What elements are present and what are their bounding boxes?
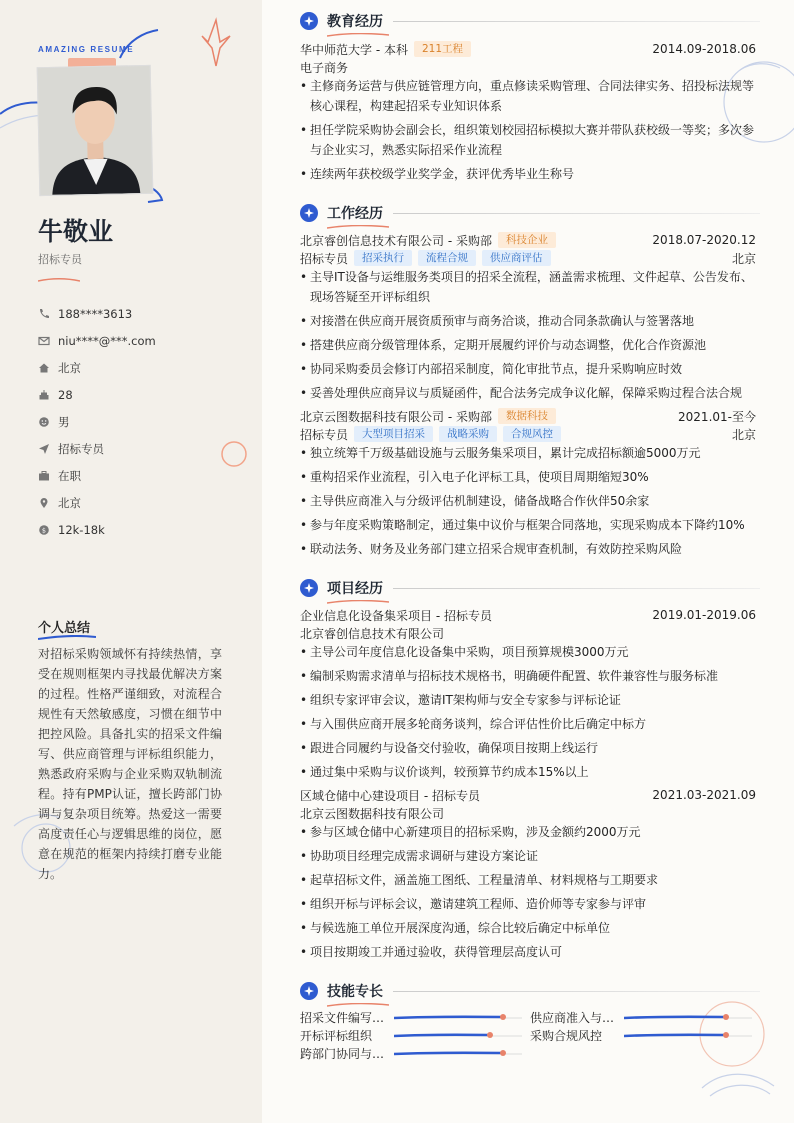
name-underline [38, 278, 80, 282]
phone-icon [38, 308, 50, 320]
section-divider [393, 588, 760, 589]
job-role-row [300, 425, 756, 443]
bullet-item: • 编制采购需求清单与招标技术规格书，明确硬件配置、软件兼容性与服务标准 [300, 666, 756, 686]
project-company: 北京云图数据科技有限公司 [300, 806, 445, 821]
skill-tag: 大型项目招采 [354, 426, 433, 442]
bullet-dot: • [300, 518, 308, 532]
summary-text: 对招标采购领域怀有持续热情，享受在规则框架内寻找最优解决方案的过程。性格严谨细致，对流程合规性有天然敏感度，习惯在细节中把控风险。具备扎实的招采文件编写、供应商管理与评标组织能力，熟悉政府采购与企业采购双轨制流程。持有PMP认证，擅长跨部门协调与复杂项目统筹。热爱这一需要高度责任心与逻辑思维的岗位，愿意在规范的框架内持续打磨专业能力。 [38, 647, 222, 881]
bullet-dot: • [300, 494, 308, 508]
contact-item [38, 354, 156, 381]
bullet-item: • 对接潜在供应商开展资质预审与商务洽谈，推动合同条款确认与签署落地 [300, 311, 756, 331]
contact-text: 招标专员 [58, 441, 104, 456]
bullet-item: • 搭建供应商分级管理体系，定期开展履约评价与动态调整，优化合作资源池 [300, 335, 756, 355]
company-name: 北京云图数据科技有限公司 - 采购部 [300, 409, 492, 424]
skill-bar [394, 1030, 526, 1042]
bullet-dot: • [300, 921, 308, 935]
bullet-dot: • [300, 167, 308, 181]
bullet-item: • 协助项目经理完成需求调研与建设方案论证 [300, 846, 756, 866]
job-role-row [300, 249, 756, 267]
education-header [300, 40, 756, 58]
skill-tag: 招采执行 [354, 250, 412, 266]
company-tag: 科技企业 [498, 232, 556, 248]
contact-item [38, 462, 156, 489]
bullet-dot: • [300, 717, 308, 731]
bullet-item: • 项目按期竣工并通过验收，获得管理层高度认可 [300, 942, 756, 962]
skill-name: 招采文件编写… [300, 1011, 385, 1025]
skill-item [300, 1045, 526, 1062]
skill-name: 开标评标组织 [300, 1029, 373, 1043]
bullet-dot: • [300, 669, 308, 683]
contact-text: 188****3613 [58, 306, 133, 321]
section-star-icon [300, 982, 318, 1000]
bullet-item: • 参与年度采购策略制定，通过集中议价与框架合同落地，实现采购成本下降约10% [300, 515, 756, 535]
project-header [300, 786, 756, 804]
skill-name: 供应商准入与… [530, 1011, 615, 1025]
avatar [37, 65, 154, 196]
money-icon [38, 524, 50, 536]
svg-text:$: $ [41, 525, 47, 534]
sidebar [0, 0, 262, 1123]
bullet-dot: • [300, 825, 308, 839]
section-title: 教育经历 [327, 11, 383, 31]
section-work [300, 201, 760, 225]
briefcase-icon [38, 470, 50, 482]
location-icon [38, 497, 50, 509]
contact-item [38, 327, 156, 354]
bullet-item: • 主导供应商准入与分级评估机制建设，储备战略合作伙伴50余家 [300, 491, 756, 511]
skill-tag: 供应商评估 [482, 250, 551, 266]
section-title: 技能专长 [327, 981, 383, 1001]
bullet-item: • 通过集中采购与议价谈判，较预算节约成本15%以上 [300, 762, 756, 782]
contact-text: 北京 [58, 495, 81, 510]
contact-item [38, 381, 156, 408]
skill-bar [624, 1030, 756, 1042]
section-education [300, 9, 760, 33]
job-role: 招标专员 [300, 251, 349, 266]
section-star-icon [300, 12, 318, 30]
job-role: 招标专员 [300, 427, 349, 442]
bullet-item: • 连续两年获校级学业奖学金，获评优秀毕业生称号 [300, 164, 756, 184]
row-right: 2019.01-2019.06 [652, 608, 756, 622]
skill-bar [394, 1048, 526, 1060]
bullet-item: • 与候选施工单位开展深度沟通，综合比较后确定中标单位 [300, 918, 756, 938]
school-name: 华中师范大学 - 本科 [300, 42, 408, 57]
bullet-dot: • [300, 765, 308, 779]
row-right: 北京 [731, 427, 756, 442]
bullet-dot: • [300, 542, 308, 556]
bullet-dot: • [300, 386, 308, 400]
bullet-item: • 跟进合同履约与设备交付验收，确保项目按期上线运行 [300, 738, 756, 758]
bullet-item: • 主导公司年度信息化设备集中采购，项目预算规模3000万元 [300, 642, 756, 662]
bullet-dot: • [300, 873, 308, 887]
skill-tag: 合规风控 [503, 426, 561, 442]
company-tag: 数据科技 [498, 408, 556, 424]
section-skills [300, 979, 760, 1003]
row-right: 2014.09-2018.06 [652, 42, 756, 56]
school-tag: 211工程 [414, 41, 471, 57]
bullet-item: • 参与区域仓储中心新建项目的招标采购，涉及金额约2000万元 [300, 822, 756, 842]
skill-name: 跨部门协同与… [300, 1047, 385, 1061]
bullet-dot: • [300, 741, 308, 755]
skill-bar [624, 1012, 756, 1024]
contact-item [38, 300, 156, 327]
bullet-item: • 担任学院采购协会副会长，组织策划校园招标模拟大赛并带队获校级一等奖；多次参与企业实习，熟悉实际招采作业流程 [300, 120, 756, 160]
section-title: 工作经历 [327, 203, 383, 223]
send-icon [38, 443, 50, 455]
candidate-job: 招标专员 [38, 253, 82, 266]
bullet-item: • 主导IT设备与运维服务类项目的招采全流程，涵盖需求梳理、文件起草、公告发布、现场答疑至开评标组织 [300, 267, 756, 307]
row-right: 2018.07-2020.12 [652, 233, 756, 247]
section-projects [300, 576, 760, 600]
bullet-dot: • [300, 314, 308, 328]
project-header [300, 606, 756, 624]
skill-item [530, 1009, 756, 1026]
skill-tag: 流程合规 [418, 250, 476, 266]
job-header [300, 231, 756, 249]
bullet-dot: • [300, 470, 308, 484]
skill-item [300, 1009, 526, 1026]
contact-item [38, 435, 156, 462]
bullet-dot: • [300, 897, 308, 911]
cake-icon [38, 389, 50, 401]
skill-tag: 战略采购 [439, 426, 497, 442]
row-right: 2021.03-2021.09 [652, 788, 756, 802]
contact-text: 北京 [58, 360, 81, 375]
contact-item [38, 408, 156, 435]
contact-text: 28 [58, 387, 73, 402]
project-company: 北京睿创信息技术有限公司 [300, 626, 445, 641]
bullet-item: • 重构招采作业流程，引入电子化评标工具，使项目周期缩短30% [300, 467, 756, 487]
section-divider [393, 213, 760, 214]
bullet-dot: • [300, 123, 308, 137]
avatar-image [38, 66, 153, 195]
company-name: 北京睿创信息技术有限公司 - 采购部 [300, 233, 492, 248]
bullet-item: • 妥善处理供应商异议与质疑函件，配合法务完成争议化解，保障采购过程合法合规 [300, 383, 756, 403]
bullet-dot: • [300, 338, 308, 352]
section-divider [393, 21, 760, 22]
contact-text: 在职 [58, 468, 81, 483]
bullet-item: • 联动法务、财务及业务部门建立招采合规审查机制，有效防控采购风险 [300, 539, 756, 559]
contact-text: 男 [58, 414, 70, 429]
contact-text: niu****@***.com [58, 333, 156, 348]
summary-title: 个人总结 [38, 621, 91, 636]
home-icon [38, 362, 50, 374]
bullet-dot: • [300, 270, 308, 284]
skill-bar [394, 1012, 526, 1024]
bullet-item: • 主修商务运营与供应链管理方向，重点修读采购管理、合同法律实务、招投标法规等核心课程，构建起招采专业知识体系 [300, 76, 756, 116]
section-star-icon [300, 204, 318, 222]
contact-item [38, 489, 156, 516]
bullet-dot: • [300, 79, 308, 93]
section-title: 项目经历 [327, 578, 383, 598]
contact-item [38, 516, 156, 543]
amazing-resume-label: AMAZING RESUME [38, 45, 135, 54]
bullet-item: • 组织开标与评标会议，邀请建筑工程师、造价师等专家参与评审 [300, 894, 756, 914]
skill-item [300, 1027, 526, 1044]
bullet-item: • 与入围供应商开展多轮商务谈判，综合评估性价比后确定中标方 [300, 714, 756, 734]
job-header [300, 407, 756, 425]
contact-text: 12k-18k [58, 522, 105, 537]
education-major: 电子商务 [300, 60, 349, 75]
row-right: 北京 [731, 251, 756, 266]
bullet-dot: • [300, 645, 308, 659]
project-name: 区域仓储中心建设项目 - 招标专员 [300, 788, 480, 803]
section-divider [393, 991, 760, 992]
face-icon [38, 416, 50, 428]
bullet-item: • 组织专家评审会议，邀请IT架构师与安全专家参与评标论证 [300, 690, 756, 710]
bullet-dot: • [300, 446, 308, 460]
row-right: 2021.01-至今 [678, 409, 756, 424]
bullet-item: • 协同采购委员会修订内部招采制度，简化审批节点，提升采购响应时效 [300, 359, 756, 379]
bullet-item: • 起草招标文件，涵盖施工图纸、工程量清单、材料规格与工期要求 [300, 870, 756, 890]
candidate-name: 牛敬业 [38, 217, 114, 246]
bullet-dot: • [300, 849, 308, 863]
mail-icon [38, 335, 50, 347]
bullet-dot: • [300, 945, 308, 959]
skill-item [530, 1027, 756, 1044]
project-name: 企业信息化设备集采项目 - 招标专员 [300, 608, 492, 623]
bullet-dot: • [300, 693, 308, 707]
contact-list [38, 300, 156, 543]
skill-name: 采购合规风控 [530, 1029, 603, 1043]
summary-underline [38, 635, 96, 640]
section-star-icon [300, 579, 318, 597]
bullet-item: • 独立统筹千万级基础设施与云服务集采项目，累计完成招标额逾5000万元 [300, 443, 756, 463]
bullet-dot: • [300, 362, 308, 376]
